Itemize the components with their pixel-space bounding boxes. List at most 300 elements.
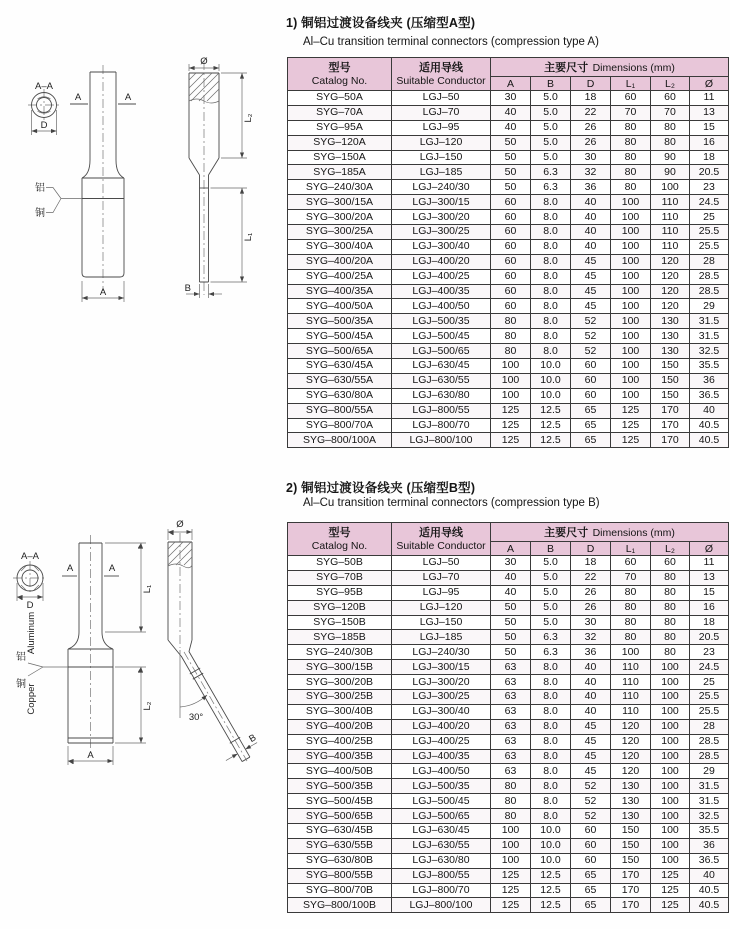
col-header-A: A xyxy=(491,542,531,556)
table-row xyxy=(288,883,729,898)
col-header-B: B xyxy=(531,542,571,556)
table-row xyxy=(288,809,729,824)
table-cell: 80 xyxy=(611,585,651,600)
table-cell: 60 xyxy=(491,239,531,254)
col-header-dimensions: 主要尺寸 Dimensions (mm) xyxy=(491,523,729,542)
table-cell: SYG–150B xyxy=(288,615,392,630)
table-cell: 52 xyxy=(571,809,611,824)
table-cell: 26 xyxy=(571,135,611,150)
table-cell: 30 xyxy=(491,91,531,106)
table-cell: 50 xyxy=(491,600,531,615)
section-view xyxy=(28,81,60,135)
table-cell: 125 xyxy=(491,868,531,883)
col-header-L1: L₁ xyxy=(611,542,651,556)
section-view xyxy=(13,551,47,611)
section-b-title-en: Al–Cu transition terminal connectors (compression type B) xyxy=(303,497,600,509)
table-cell: 40 xyxy=(491,570,531,585)
table-row xyxy=(288,556,729,571)
table-cell: LGJ–240/30 xyxy=(392,180,491,195)
table-cell: 6.3 xyxy=(531,645,571,660)
table-cell: 11 xyxy=(690,556,729,571)
table-cell: 80 xyxy=(651,135,690,150)
table-row xyxy=(288,269,729,284)
table-cell: 60 xyxy=(651,556,690,571)
table-cell: 26 xyxy=(571,600,611,615)
table-cell: 80 xyxy=(611,600,651,615)
b-dimension-label: B xyxy=(184,283,191,294)
table-cell: 150 xyxy=(651,359,690,374)
table-cell: 100 xyxy=(611,645,651,660)
table-cell: SYG–800/70B xyxy=(288,883,392,898)
table-cell: 110 xyxy=(651,225,690,240)
table-cell: SYG–400/35A xyxy=(288,284,392,299)
table-cell: 100 xyxy=(491,838,531,853)
section-label: A–A xyxy=(35,81,53,92)
table-row xyxy=(288,433,729,448)
table-row xyxy=(288,704,729,719)
table-cell: LGJ–300/20 xyxy=(392,675,491,690)
table-row xyxy=(288,600,729,615)
table-cell: 32.5 xyxy=(690,809,729,824)
table-cell: 80 xyxy=(651,600,690,615)
table-cell: 26 xyxy=(571,585,611,600)
table-cell: SYG–120A xyxy=(288,135,392,150)
col-header-conductor: 适用导线 Suitable Conductor xyxy=(392,58,491,91)
table-cell: 40 xyxy=(690,403,729,418)
table-cell: 5.0 xyxy=(531,615,571,630)
table-cell: 12.5 xyxy=(531,898,571,913)
front-view xyxy=(16,535,153,765)
table-row xyxy=(288,585,729,600)
table-cell: 100 xyxy=(611,284,651,299)
table-cell: SYG–500/45A xyxy=(288,329,392,344)
table-cell: 130 xyxy=(611,794,651,809)
table-cell: 40 xyxy=(571,225,611,240)
table-cell: 8.0 xyxy=(531,210,571,225)
table-cell: 8.0 xyxy=(531,764,571,779)
table-row xyxy=(288,630,729,645)
table-cell: 5.0 xyxy=(531,135,571,150)
col-header-L1: L₁ xyxy=(611,77,651,91)
table-cell: 40.5 xyxy=(690,418,729,433)
table-row xyxy=(288,239,729,254)
table-cell: 25 xyxy=(690,675,729,690)
table-cell: 45 xyxy=(571,299,611,314)
table-header-row xyxy=(288,58,729,77)
table-cell: 8.0 xyxy=(531,794,571,809)
table-cell: 5.0 xyxy=(531,556,571,571)
table-cell: 36.5 xyxy=(690,388,729,403)
table-cell: 110 xyxy=(611,660,651,675)
table-cell: SYG–120B xyxy=(288,600,392,615)
table-cell: LGJ–400/50 xyxy=(392,299,491,314)
table-cell: LGJ–400/20 xyxy=(392,254,491,269)
table-cell: 50 xyxy=(491,615,531,630)
table-cell: 120 xyxy=(651,284,690,299)
table-cell: 60 xyxy=(611,556,651,571)
table-cell: 24.5 xyxy=(690,660,729,675)
table-cell: LGJ–500/65 xyxy=(392,809,491,824)
table-cell: LGJ–500/45 xyxy=(392,794,491,809)
table-cell: SYG–70B xyxy=(288,570,392,585)
table-cell: 170 xyxy=(651,433,690,448)
table-cell: LGJ–240/30 xyxy=(392,645,491,660)
table-cell: SYG–400/25B xyxy=(288,734,392,749)
type-b-drawing xyxy=(0,505,270,800)
type-a-drawing xyxy=(0,55,270,305)
table-cell: 8.0 xyxy=(531,749,571,764)
table-cell: LGJ–400/25 xyxy=(392,269,491,284)
cut-plane-label-right: A xyxy=(124,92,132,103)
table-cell: 32 xyxy=(571,630,611,645)
table-cell: LGJ–185 xyxy=(392,630,491,645)
table-cell: 170 xyxy=(611,883,651,898)
table-cell: 65 xyxy=(571,403,611,418)
table-cell: 130 xyxy=(651,329,690,344)
d-dimension-label: D xyxy=(26,600,34,611)
table-cell: 110 xyxy=(611,690,651,705)
table-row xyxy=(288,660,729,675)
table-row xyxy=(288,105,729,120)
table-cell: 25.5 xyxy=(690,225,729,240)
section-b-title-zh: 2) 铜铝过渡设备线夹 (压缩型B型) xyxy=(286,481,476,495)
l2-dimension-label: L₂ xyxy=(142,701,153,711)
table-cell: 100 xyxy=(651,853,690,868)
table-cell: SYG–500/35A xyxy=(288,314,392,329)
table-cell: 100 xyxy=(611,344,651,359)
diameter-label: Ø xyxy=(200,56,208,67)
table-cell: 120 xyxy=(611,734,651,749)
table-cell: 50 xyxy=(491,630,531,645)
col-header-L2: L₂ xyxy=(651,542,690,556)
table-cell: 150 xyxy=(651,373,690,388)
a-dimension-label: A xyxy=(87,750,94,761)
table-cell: 31.5 xyxy=(690,314,729,329)
table-cell: 100 xyxy=(491,824,531,839)
table-cell: 80 xyxy=(651,585,690,600)
table-cell: 80 xyxy=(491,779,531,794)
table-cell: LGJ–630/45 xyxy=(392,824,491,839)
table-cell: 18 xyxy=(571,556,611,571)
table-row xyxy=(288,418,729,433)
table-cell: SYG–500/65A xyxy=(288,344,392,359)
table-row xyxy=(288,299,729,314)
table-cell: LGJ–400/20 xyxy=(392,719,491,734)
table-cell: LGJ–300/25 xyxy=(392,690,491,705)
table-cell: 80 xyxy=(611,165,651,180)
table-cell: 50 xyxy=(491,165,531,180)
table-cell: 52 xyxy=(571,314,611,329)
table-cell: 90 xyxy=(651,165,690,180)
table-cell: 40.5 xyxy=(690,433,729,448)
table-cell: 15 xyxy=(690,585,729,600)
table-row xyxy=(288,570,729,585)
table-cell: 40 xyxy=(491,585,531,600)
table-cell: SYG–630/80A xyxy=(288,388,392,403)
table-cell: 8.0 xyxy=(531,734,571,749)
col-header-L2: L₂ xyxy=(651,77,690,91)
table-cell: 80 xyxy=(611,150,651,165)
table-cell: 60 xyxy=(571,388,611,403)
table-cell: 28.5 xyxy=(690,284,729,299)
table-cell: 45 xyxy=(571,764,611,779)
table-cell: LGJ–800/55 xyxy=(392,403,491,418)
table-cell: 80 xyxy=(491,794,531,809)
table-cell: 63 xyxy=(491,675,531,690)
table-cell: 30 xyxy=(571,615,611,630)
table-cell: 60 xyxy=(571,838,611,853)
table-row xyxy=(288,388,729,403)
table-cell: 8.0 xyxy=(531,779,571,794)
table-cell: 52 xyxy=(571,779,611,794)
table-cell: 12.5 xyxy=(531,403,571,418)
table-cell: SYG–800/100A xyxy=(288,433,392,448)
table-cell: LGJ–120 xyxy=(392,135,491,150)
table-cell: 23 xyxy=(690,645,729,660)
table-cell: SYG–500/35B xyxy=(288,779,392,794)
table-cell: 28 xyxy=(690,719,729,734)
table-cell: 80 xyxy=(611,180,651,195)
table-cell: 8.0 xyxy=(531,225,571,240)
table-cell: LGJ–500/35 xyxy=(392,314,491,329)
table-row xyxy=(288,284,729,299)
table-cell: 52 xyxy=(571,794,611,809)
table-cell: 36.5 xyxy=(690,853,729,868)
table-cell: 28 xyxy=(690,254,729,269)
table-row xyxy=(288,838,729,853)
table-cell: 36 xyxy=(571,180,611,195)
side-view xyxy=(185,56,254,298)
table-cell: 100 xyxy=(651,704,690,719)
table-cell: 130 xyxy=(611,809,651,824)
table-cell: 52 xyxy=(571,329,611,344)
table-cell: 110 xyxy=(651,239,690,254)
table-cell: 125 xyxy=(651,898,690,913)
table-cell: 10.0 xyxy=(531,853,571,868)
bend-angle-label: 30° xyxy=(188,712,204,723)
table-cell: LGJ–300/40 xyxy=(392,239,491,254)
table-row xyxy=(288,359,729,374)
table-cell: 100 xyxy=(651,719,690,734)
table-cell: 8.0 xyxy=(531,269,571,284)
table-cell: 23 xyxy=(690,180,729,195)
l1-dimension-label: L₁ xyxy=(142,584,153,594)
table-cell: 8.0 xyxy=(531,704,571,719)
type-b-table-body xyxy=(288,556,729,913)
table-cell: LGJ–300/25 xyxy=(392,225,491,240)
table-cell: 10.0 xyxy=(531,373,571,388)
table-cell: 150 xyxy=(651,388,690,403)
col-header-B: B xyxy=(531,77,571,91)
table-cell: 80 xyxy=(651,120,690,135)
table-cell: 80 xyxy=(491,314,531,329)
table-cell: 8.0 xyxy=(531,690,571,705)
table-cell: 6.3 xyxy=(531,630,571,645)
table-row xyxy=(288,675,729,690)
table-cell: 24.5 xyxy=(690,195,729,210)
table-cell: 29 xyxy=(690,764,729,779)
table-cell: LGJ–500/65 xyxy=(392,344,491,359)
table-cell: 100 xyxy=(651,779,690,794)
col-header-catalog: 型号 Catalog No. xyxy=(288,58,392,91)
table-row xyxy=(288,719,729,734)
table-cell: 110 xyxy=(651,195,690,210)
table-cell: SYG–630/45A xyxy=(288,359,392,374)
table-cell: 35.5 xyxy=(690,359,729,374)
table-cell: 100 xyxy=(491,388,531,403)
table-row xyxy=(288,344,729,359)
table-cell: 120 xyxy=(651,299,690,314)
table-cell: 100 xyxy=(611,239,651,254)
table-cell: 130 xyxy=(611,779,651,794)
table-cell: LGJ–95 xyxy=(392,120,491,135)
table-cell: SYG–150A xyxy=(288,150,392,165)
table-cell: 5.0 xyxy=(531,150,571,165)
table-cell: LGJ–800/70 xyxy=(392,883,491,898)
table-cell: 50 xyxy=(491,180,531,195)
table-cell: 63 xyxy=(491,719,531,734)
table-cell: 100 xyxy=(611,269,651,284)
table-cell: LGJ–500/35 xyxy=(392,779,491,794)
table-cell: 11 xyxy=(690,91,729,106)
table-cell: 12.5 xyxy=(531,868,571,883)
table-cell: 125 xyxy=(651,868,690,883)
table-cell: 70 xyxy=(651,105,690,120)
table-cell: 110 xyxy=(651,210,690,225)
table-row xyxy=(288,853,729,868)
table-cell: 28.5 xyxy=(690,749,729,764)
cut-plane-label-left: A xyxy=(66,563,74,574)
table-cell: LGJ–50 xyxy=(392,556,491,571)
table-cell: SYG–300/40A xyxy=(288,239,392,254)
cut-plane-label-left: A xyxy=(74,92,82,103)
table-row xyxy=(288,120,729,135)
table-row xyxy=(288,165,729,180)
table-cell: 8.0 xyxy=(531,299,571,314)
table-cell: 120 xyxy=(611,719,651,734)
table-row xyxy=(288,898,729,913)
table-cell: 80 xyxy=(491,329,531,344)
table-cell: 100 xyxy=(611,254,651,269)
table-cell: 60 xyxy=(571,824,611,839)
table-cell: LGJ–400/35 xyxy=(392,284,491,299)
table-cell: 80 xyxy=(651,615,690,630)
type-b-table xyxy=(287,522,729,913)
table-cell: 50 xyxy=(491,150,531,165)
table-cell: 100 xyxy=(491,853,531,868)
table-cell: 125 xyxy=(491,898,531,913)
col-header-dia: Ø xyxy=(690,542,729,556)
a-dimension-label: A xyxy=(99,287,107,298)
table-cell: 18 xyxy=(571,91,611,106)
table-cell: 60 xyxy=(491,225,531,240)
table-cell: 100 xyxy=(611,210,651,225)
col-header-A: A xyxy=(491,77,531,91)
table-cell: SYG–800/55B xyxy=(288,868,392,883)
table-cell: 8.0 xyxy=(531,239,571,254)
table-row xyxy=(288,91,729,106)
table-cell: 80 xyxy=(491,344,531,359)
table-cell: LGJ–800/70 xyxy=(392,418,491,433)
table-cell: 28.5 xyxy=(690,269,729,284)
table-cell: 100 xyxy=(611,299,651,314)
table-cell: 100 xyxy=(611,195,651,210)
table-cell: 120 xyxy=(651,269,690,284)
table-cell: 80 xyxy=(651,570,690,585)
table-cell: 31.5 xyxy=(690,794,729,809)
table-cell: 22 xyxy=(571,105,611,120)
table-row xyxy=(288,180,729,195)
type-a-table xyxy=(287,57,729,448)
col-header-dia: Ø xyxy=(690,77,729,91)
table-cell: LGJ–50 xyxy=(392,91,491,106)
table-cell: SYG–630/45B xyxy=(288,824,392,839)
table-cell: SYG–70A xyxy=(288,105,392,120)
table-cell: 50 xyxy=(491,135,531,150)
col-header-D: D xyxy=(571,77,611,91)
table-header-row xyxy=(288,523,729,542)
copper-label: 铜 xyxy=(35,208,45,219)
table-cell: LGJ–630/55 xyxy=(392,373,491,388)
table-cell: 8.0 xyxy=(531,284,571,299)
table-row xyxy=(288,615,729,630)
table-cell: 8.0 xyxy=(531,675,571,690)
table-cell: 8.0 xyxy=(531,344,571,359)
table-row xyxy=(288,403,729,418)
table-cell: SYG–185A xyxy=(288,165,392,180)
table-cell: LGJ–800/55 xyxy=(392,868,491,883)
table-cell: 36 xyxy=(571,645,611,660)
table-cell: 100 xyxy=(651,794,690,809)
table-row xyxy=(288,779,729,794)
table-cell: 31.5 xyxy=(690,329,729,344)
table-cell: 40 xyxy=(571,210,611,225)
table-cell: 60 xyxy=(491,269,531,284)
table-cell: SYG–400/50B xyxy=(288,764,392,779)
table-row xyxy=(288,868,729,883)
table-cell: 35.5 xyxy=(690,824,729,839)
table-cell: LGJ–630/80 xyxy=(392,388,491,403)
table-cell: 10.0 xyxy=(531,388,571,403)
table-cell: 8.0 xyxy=(531,329,571,344)
table-cell: 20.5 xyxy=(690,165,729,180)
table-row xyxy=(288,645,729,660)
copper-label-en: Copper xyxy=(26,683,37,715)
table-cell: 16 xyxy=(690,600,729,615)
table-cell: 100 xyxy=(611,359,651,374)
table-cell: 125 xyxy=(611,433,651,448)
table-cell: 36 xyxy=(690,838,729,853)
table-cell: 63 xyxy=(491,704,531,719)
table-row xyxy=(288,314,729,329)
section-a-title-en: Al–Cu transition terminal connectors (compression type A) xyxy=(303,36,599,48)
table-cell: LGJ–800/100 xyxy=(392,898,491,913)
col-header-conductor: 适用导线 Suitable Conductor xyxy=(392,523,491,556)
table-cell: LGJ–630/55 xyxy=(392,838,491,853)
table-cell: SYG–400/20B xyxy=(288,719,392,734)
table-cell: 100 xyxy=(611,373,651,388)
table-cell: 150 xyxy=(611,853,651,868)
table-cell: 40 xyxy=(571,704,611,719)
table-cell: 100 xyxy=(651,764,690,779)
table-cell: 20.5 xyxy=(690,630,729,645)
table-cell: SYG–300/15A xyxy=(288,195,392,210)
table-cell: 100 xyxy=(651,180,690,195)
table-cell: 60 xyxy=(491,284,531,299)
table-cell: LGJ–400/50 xyxy=(392,764,491,779)
table-cell: 80 xyxy=(611,630,651,645)
table-cell: 29 xyxy=(690,299,729,314)
